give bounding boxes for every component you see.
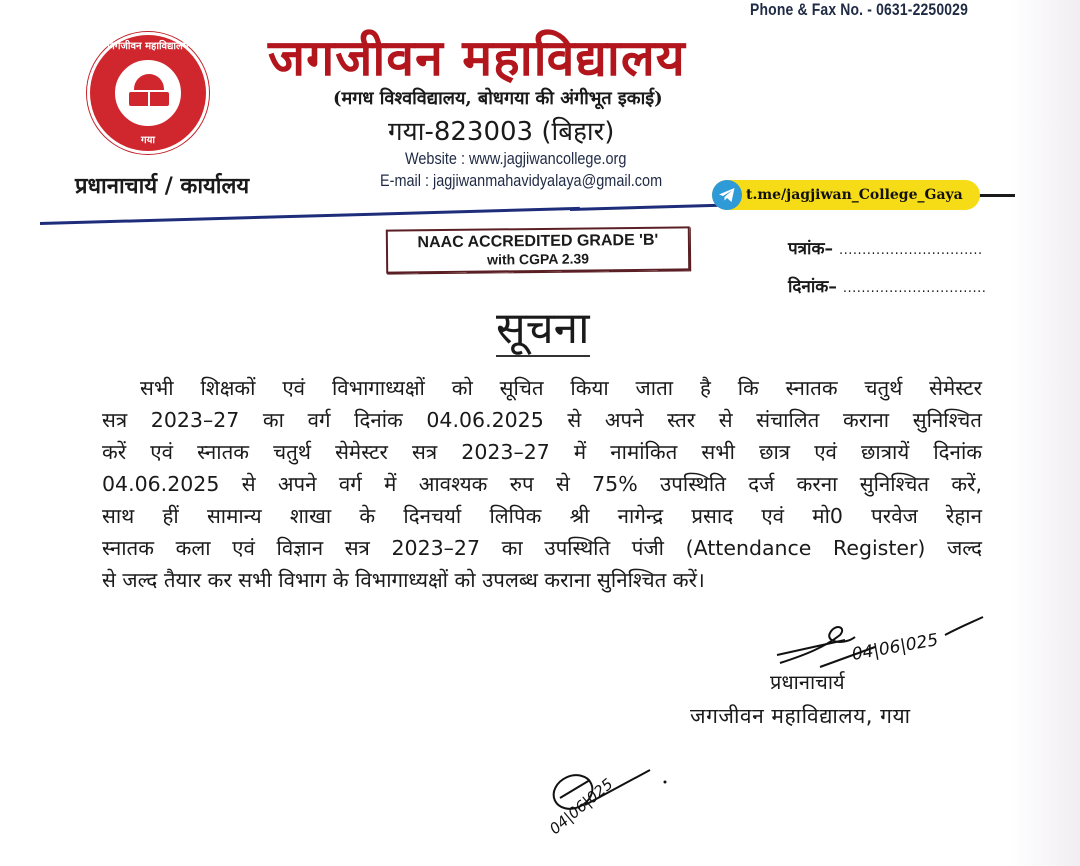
- date-label: दिनांक–: [788, 277, 837, 297]
- notice-body: [102, 372, 982, 596]
- office-label: प्रधानाचार्य / कार्यालय: [75, 174, 250, 199]
- college-seal-logo: [87, 32, 209, 154]
- telegram-icon: [712, 180, 742, 210]
- naac-cgpa: with CGPA 2.39: [487, 250, 590, 268]
- header-divider-segment: [570, 204, 720, 211]
- affiliation-text: (मगध विश्वविद्यालय, बोधगया की अंगीभूत इकाई): [333, 88, 663, 109]
- page-edge-shadow: [1010, 0, 1080, 866]
- naac-grade: NAAC ACCREDITED GRADE 'B': [417, 231, 659, 252]
- email-text: E-mail : jagjiwanmahavidyalaya@gmail.com: [380, 171, 663, 190]
- notice-line: करें एवं स्नातक चतुर्थ सेमेस्टर सत्र 2023–27 में नामांकित सभी छात्र एवं छात्रायें दिनांक: [102, 440, 982, 464]
- notice-line: स्नातक कला एवं विज्ञान सत्र 2023–27 का उपस्थिति पंजी (Attendance Register) जल्द: [102, 536, 982, 560]
- college-name-heading: जगजीवन महाविद्यालय: [268, 28, 686, 87]
- city-pincode: गया-823003 (बिहार): [388, 117, 615, 147]
- notice-line: से जल्द तैयार कर सभी विभाग के विभागाध्यक्षों को उपलब्ध कराना सुनिश्चित करें।: [102, 568, 705, 592]
- seal-bottom-text: गया: [140, 135, 156, 146]
- naac-accreditation-box: [386, 226, 690, 273]
- date-blank: ...............................: [842, 281, 987, 296]
- notice-line: 04.06.2025 से अपने वर्ग में आवश्यक रुप से 75% उपस्थिति दर्ज करना सुनिश्चित करें,: [102, 472, 982, 496]
- second-signature-date: 04|06|025: [546, 774, 617, 839]
- signatory-designation: प्रधानाचार्य: [770, 670, 845, 694]
- date-field: [788, 274, 986, 297]
- letter-number-field: [788, 236, 983, 259]
- header-divider: [40, 207, 580, 225]
- principal-signature: [775, 605, 985, 675]
- notice-line: सत्र 2023–27 का वर्ग दिनांक 04.06.2025 से अपने स्तर से संचालित कराना सुनिश्चित: [102, 408, 982, 432]
- notice-line: साथ हीं सामान्य शाखा के दिनचर्या लिपिक श्री नागेन्द्र प्रसाद एवं मो0 परवेज रेहान: [102, 504, 982, 528]
- letter-number-label: पत्रांक–: [788, 239, 833, 259]
- open-book-icon: [129, 92, 169, 106]
- website-text: Website : www.jagjiwancollege.org: [405, 149, 627, 168]
- notice-title: सूचना: [496, 304, 590, 357]
- rising-sun-icon: [134, 74, 164, 90]
- signatory-college: जगजीवन महाविद्यालय, गया: [690, 704, 911, 728]
- telegram-link-badge[interactable]: [712, 180, 980, 210]
- header-divider-right: [975, 194, 1015, 197]
- phone-fax-number: Phone & Fax No. - 0631-2250029: [750, 0, 968, 19]
- seal-top-text: जगजीवन महाविद्यालय: [107, 41, 189, 52]
- second-signature: [545, 750, 685, 850]
- signature-date: 04|06|025: [850, 630, 940, 665]
- letter-number-blank: ...............................: [839, 243, 983, 258]
- notice-line: सभी शिक्षकों एवं विभागाध्यक्षों को सूचित किया जाता है कि स्नातक चतुर्थ सेमेस्टर: [140, 376, 982, 400]
- telegram-link-text[interactable]: t.me/jagjiwan_College_Gaya: [746, 187, 963, 203]
- seal-emblem: [113, 58, 183, 128]
